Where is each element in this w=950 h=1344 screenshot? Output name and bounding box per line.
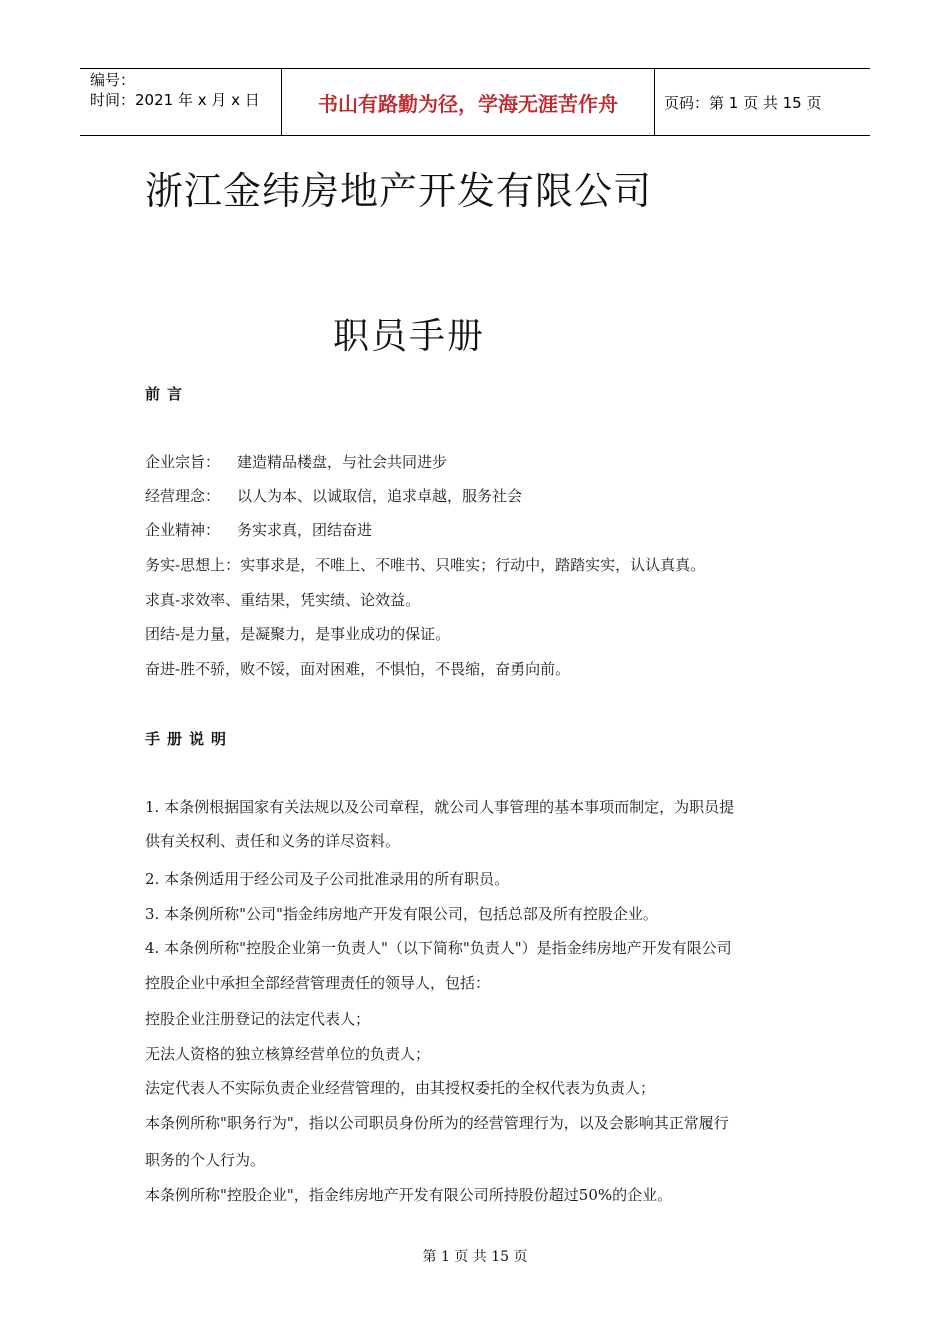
manual-note-line: 本条例所称"控股企业"，指金纬房地产开发有限公司所持股份超过50%的企业。 xyxy=(145,1186,673,1204)
preface-item-key: 企业宗旨： xyxy=(145,453,221,471)
manual-notes-heading: 手册说明 xyxy=(145,730,234,748)
manual-note-line: 法定代表人不实际负责企业经营管理的，由其授权委托的全权代表为负责人； xyxy=(145,1079,656,1097)
preface-line: 求真-求效率、重结果，凭实绩、论效益。 xyxy=(145,591,421,609)
preface-item xyxy=(145,519,372,540)
page-footer: 第 1 页 共 15 页 xyxy=(422,1249,528,1265)
preface-item-key: 企业精神： xyxy=(145,521,221,539)
preface-item-value: 务实求真，团结奋进 xyxy=(237,521,373,539)
header-number: 编号： xyxy=(90,71,136,89)
manual-note-line: 控股企业中承担全部经营管理责任的领导人，包括： xyxy=(145,974,491,992)
manual-note-line: 1. 本条例根据国家有关法规以及公司章程，就公司人事管理的基本事项而制定，为职员提 xyxy=(145,798,735,816)
manual-note-line: 4. 本条例所称"控股企业第一负责人"（以下简称"负责人"）是指金纬房地产开发有限公司 xyxy=(145,939,732,957)
header-meta xyxy=(90,70,280,110)
preface-item-value: 以人为本、以诚取信，追求卓越，服务社会 xyxy=(237,487,523,505)
preface-item-value: 建造精品楼盘，与社会共同进步 xyxy=(237,453,448,471)
manual-note-line: 职务的个人行为。 xyxy=(145,1151,266,1169)
manual-note-line: 无法人资格的独立核算经营单位的负责人； xyxy=(145,1045,431,1063)
header-time: 时间：2021 年 x 月 x 日 xyxy=(90,91,260,109)
preface-heading: 前言 xyxy=(145,385,190,403)
manual-note-line: 2. 本条例适用于经公司及子公司批准录用的所有职员。 xyxy=(145,870,510,888)
manual-note-line: 控股企业注册登记的法定代表人； xyxy=(145,1010,371,1028)
preface-item-key: 经营理念： xyxy=(145,487,221,505)
preface-line: 团结-是力量，是凝聚力，是事业成功的保证。 xyxy=(145,625,451,643)
preface-line: 奋进-胜不骄，败不馁，面对困难，不惧怕，不畏缩，奋勇向前。 xyxy=(145,660,571,678)
document-title: 职员手册 xyxy=(333,316,486,357)
manual-note-line: 供有关权利、责任和义务的详尽资料。 xyxy=(145,832,401,850)
header-page-info: 页码：第 1 页 共 15 页 xyxy=(664,93,822,112)
company-name: 浙江金纬房地产开发有限公司 xyxy=(145,169,653,213)
manual-note-line: 3. 本条例所称"公司"指金纬房地产开发有限公司，包括总部及所有控股企业。 xyxy=(145,905,658,923)
header-motto: 书山有路勤为径，学海无涯苦作舟 xyxy=(318,91,618,116)
manual-note-line: 本条例所称"职务行为"，指以公司职员身份所为的经营管理行为，以及会影响其正常履行 xyxy=(145,1114,729,1132)
preface-item xyxy=(145,485,522,506)
preface-item xyxy=(145,451,447,472)
preface-line: 务实-思想上：实事求是，不唯上、不唯书、只唯实；行动中，踏踏实实，认认真真。 xyxy=(145,556,706,574)
header-divider xyxy=(654,68,655,136)
